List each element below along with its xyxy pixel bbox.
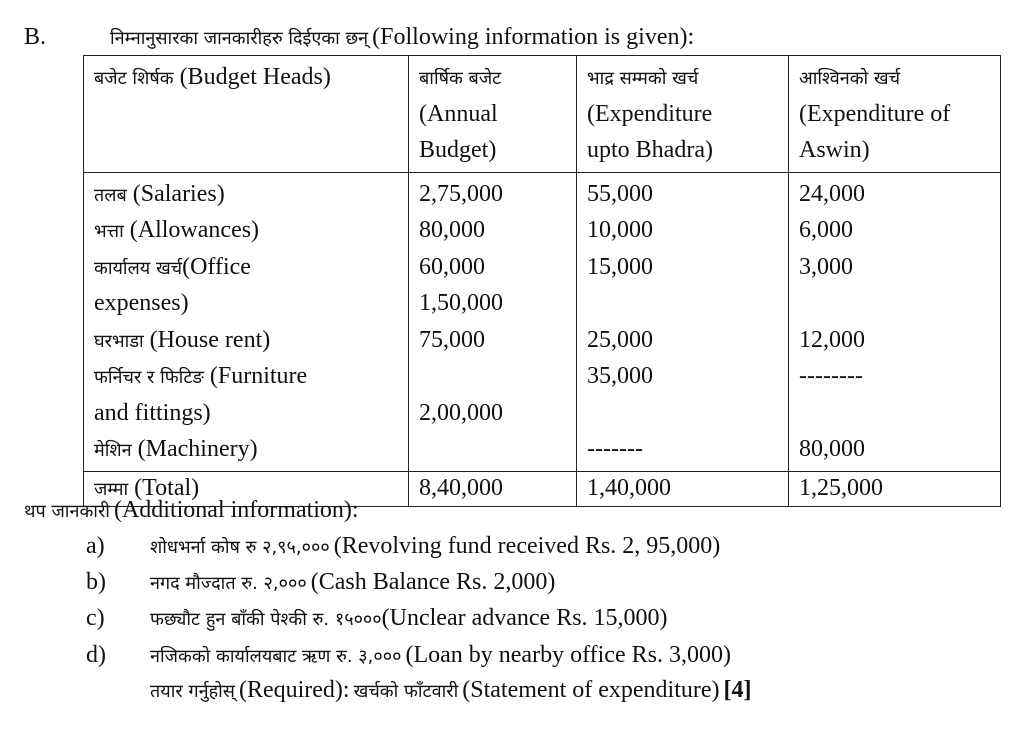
total-aswin-expenditure: 1,25,000 [789, 471, 1001, 506]
additional-info-title: थप जानकारी (Additional information): [24, 497, 359, 523]
additional-info-list [86, 533, 986, 678]
aswin-expenditure-cell: 24,000 6,000 3,000 12,000 -------- 80,000 [789, 172, 1001, 471]
table-row: फर्निचर र फिटिङ (Furniture [94, 363, 308, 389]
budget-heads-cell [84, 172, 409, 471]
heading-text-nepali: निम्नानुसारका जानकारीहरु दिईएका छन् [110, 28, 369, 49]
list-item: d) नजिकको कार्यालयबाट ऋण रु. ३,००० (Loan by nearby office Rs. 3,000) [86, 641, 731, 668]
table-row: तलब (Salaries) [94, 180, 225, 207]
table-header-row [84, 56, 1001, 173]
marks-badge: [4] [723, 677, 752, 703]
required-line: तयार गर्नुहोस् (Required): खर्चको फाँटवारी (Statement of expenditure) [4] [150, 677, 752, 703]
question-heading [24, 22, 1014, 58]
header-expenditure-bhadra: भाद्र सम्मको खर्च (Expenditure upto Bhadra) [577, 56, 789, 173]
heading-text [110, 24, 694, 51]
total-label: जम्मा (Total) [84, 471, 409, 506]
budget-table [83, 55, 1001, 507]
header-budget-heads: बजेट शिर्षक (Budget Heads) [84, 56, 409, 173]
list-item: c) फछ्यौट हुन बाँकी पेश्की रु. १५०००(Unclear advance Rs. 15,000) [86, 605, 668, 632]
table-row: भत्ता (Allowances) [94, 217, 260, 243]
list-item: b) नगद मौज्दात रु. २,००० (Cash Balance Rs. 2,000) [86, 569, 556, 596]
heading-text-english: (Following information is given): [372, 24, 695, 50]
table-row: मेशिन (Machinery) [94, 436, 258, 462]
table-row: घरभाडा (House rent) [94, 326, 271, 353]
table-row: and fittings) [94, 399, 211, 426]
table-row: कार्यालय खर्च(Office [94, 253, 251, 280]
total-bhadra-expenditure: 1,40,000 [577, 471, 789, 506]
table-row: expenses) [94, 290, 189, 316]
list-item: a) शोधभर्ना कोष रु २,९५,००० (Revolving fund received Rs. 2, 95,000) [86, 533, 721, 559]
header-expenditure-aswin: आश्विनको खर्च (Expenditure of Aswin) [789, 56, 1001, 173]
table-body-row [84, 172, 1001, 471]
question-marker: B. [24, 24, 47, 50]
annual-budget-cell: 2,75,000 80,000 60,000 1,50,000 75,000 2,00,000 [409, 172, 577, 471]
header-annual-budget: बार्षिक बजेट (Annual Budget) [409, 56, 577, 173]
total-annual-budget: 8,40,000 [409, 471, 577, 506]
bhadra-expenditure-cell: 55,000 10,000 15,000 25,000 35,000 ------- [577, 172, 789, 471]
